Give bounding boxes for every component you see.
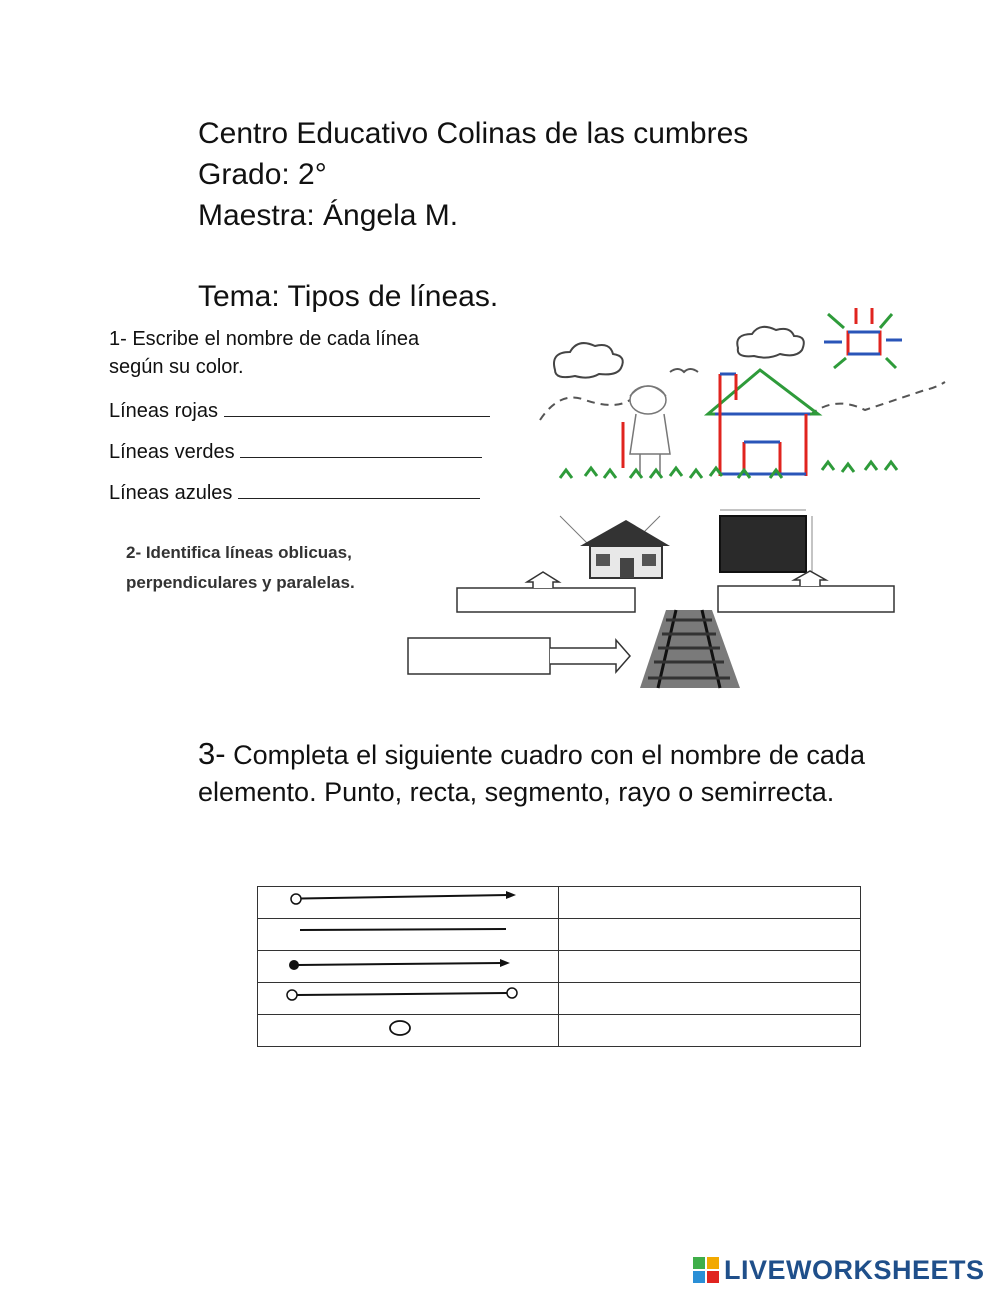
q1-field-red [109, 398, 490, 423]
logo-mark [692, 1256, 720, 1284]
answer-cell-4[interactable] [559, 983, 861, 1015]
symbol-ray-open-start [258, 887, 559, 919]
grass [560, 462, 897, 478]
answer-blank-red[interactable] [224, 398, 490, 417]
teacher-label: Maestra: Ángela M. [198, 199, 459, 232]
q1-instruction-line1: 1- Escribe el nombre de cada línea [109, 328, 420, 350]
grade-label: Grado: 2° [198, 158, 327, 191]
bird [670, 369, 698, 372]
liveworksheets-logo [692, 1255, 985, 1285]
hill-left [540, 398, 630, 421]
house-scene-drawing [530, 300, 960, 490]
answer-box-blackboard[interactable] [716, 570, 901, 616]
table-row [258, 919, 861, 951]
symbol-ray-filled-start [258, 951, 559, 983]
elements-table [257, 886, 861, 1047]
answer-box-house[interactable] [455, 570, 640, 616]
topic-title: Tema: Tipos de líneas. [198, 280, 499, 313]
sun [824, 308, 902, 368]
q3-number: 3- [198, 736, 226, 771]
symbol-segment-plain [258, 919, 559, 951]
field-label-green: Líneas verdes [109, 441, 235, 463]
q2-line2: perpendiculares y paralelas. [126, 573, 355, 592]
field-label-red: Líneas rojas [109, 400, 218, 422]
answer-blank-blue[interactable] [238, 480, 480, 499]
table-row [258, 1015, 861, 1047]
hill-right [810, 382, 945, 415]
table-row [258, 951, 861, 983]
table-row [258, 887, 861, 919]
cloud-left [554, 343, 623, 378]
school-name: Centro Educativo Colinas de las cumbres [198, 117, 749, 150]
blackboard-photo [710, 506, 820, 574]
house [708, 370, 818, 476]
q3-text: Completa el siguiente cuadro con el nombre de cada elemento. Punto, recta, segmento, rayo o semirrecta. [198, 740, 865, 807]
table-row [258, 983, 861, 1015]
q1-field-blue [109, 480, 480, 505]
q1-field-green [109, 439, 482, 464]
q3-instruction [198, 735, 898, 811]
answer-blank-green[interactable] [240, 439, 482, 458]
answer-cell-5[interactable] [559, 1015, 861, 1047]
logo-text: LIVEWORKSHEETS [724, 1254, 985, 1285]
symbol-segment-open-ends [258, 983, 559, 1015]
answer-cell-2[interactable] [559, 919, 861, 951]
q1-instruction-line2: según su color. [109, 356, 244, 378]
field-label-blue: Líneas azules [109, 482, 233, 504]
answer-cell-3[interactable] [559, 951, 861, 983]
symbol-point [258, 1015, 559, 1047]
q2-line1: 2- Identifica líneas oblicuas, [126, 543, 352, 562]
cloud-right [737, 327, 804, 358]
answer-box-railway[interactable] [406, 634, 636, 678]
answer-cell-1[interactable] [559, 887, 861, 919]
child-figure [630, 386, 670, 475]
